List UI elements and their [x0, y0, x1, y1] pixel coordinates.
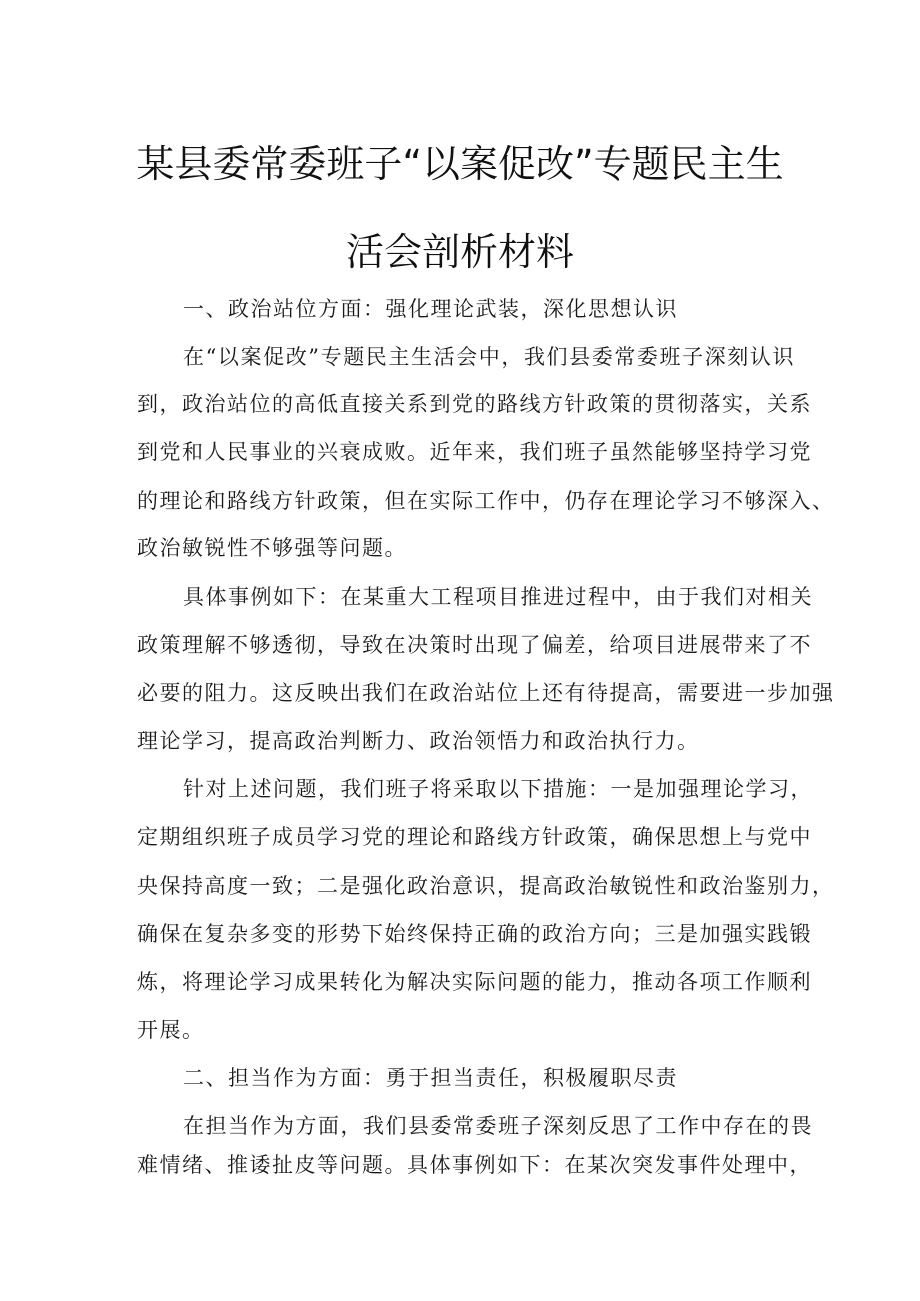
- paragraph-line: 政治敏锐性不够强等问题。: [137, 536, 407, 560]
- paragraph-line: 具体事例如下：在某重大工程项目推进过程中，由于我们对相关: [183, 585, 813, 609]
- paragraph-line: 理论学习，提高政治判断力、政治领悟力和政治执行力。: [137, 729, 700, 753]
- section-heading-1: 一、政治站位方面：强化理论武装，深化思想认识: [183, 297, 678, 321]
- paragraph-line: 难情绪、推诿扯皮等问题。具体事例如下：在某次突发事件处理中，: [137, 1153, 812, 1177]
- paragraph-line: 必要的阻力。这反映出我们在政治站位上还有待提高，需要进一步加强: [137, 681, 835, 705]
- section-heading-2: 二、担当作为方面：勇于担当责任，积极履职尽责: [183, 1066, 678, 1090]
- paragraph-line: 炼，将理论学习成果转化为解决实际问题的能力，推动各项工作顺利: [137, 970, 812, 994]
- paragraph-line: 在担当作为方面，我们县委常委班子深刻反思了工作中存在的畏: [183, 1114, 813, 1138]
- paragraph-line: 在“以案促改”专题民主生活会中，我们县委常委班子深刻认识: [183, 345, 795, 369]
- paragraph-line: 确保在复杂多变的形势下始终保持正确的政治方向；三是加强实践锻: [137, 922, 812, 946]
- paragraph-line: 政策理解不够透彻，导致在决策时出现了偏差，给项目进展带来了不: [137, 633, 812, 657]
- paragraph-line: 到，政治站位的高低直接关系到党的路线方针政策的贯彻落实，关系: [137, 392, 812, 416]
- paragraph-line: 定期组织班子成员学习党的理论和路线方针政策，确保思想上与党中: [137, 825, 812, 849]
- document-title-line-2: 活会剖析材料: [345, 230, 574, 274]
- paragraph-line: 针对上述问题，我们班子将采取以下措施：一是加强理论学习，: [183, 777, 813, 801]
- paragraph-line: 到党和人民事业的兴衰成败。近年来，我们班子虽然能够坚持学习党: [137, 440, 812, 464]
- paragraph-line: 央保持高度一致；二是强化政治意识，提高政治敏锐性和政治鉴别力，: [137, 874, 835, 898]
- document-title-line-1: 某县委常委班子“以案促改”专题民主生: [136, 142, 784, 186]
- paragraph-line: 的理论和路线方针政策，但在实际工作中，仍存在理论学习不够深入、: [137, 489, 835, 513]
- paragraph-line: 开展。: [137, 1018, 205, 1042]
